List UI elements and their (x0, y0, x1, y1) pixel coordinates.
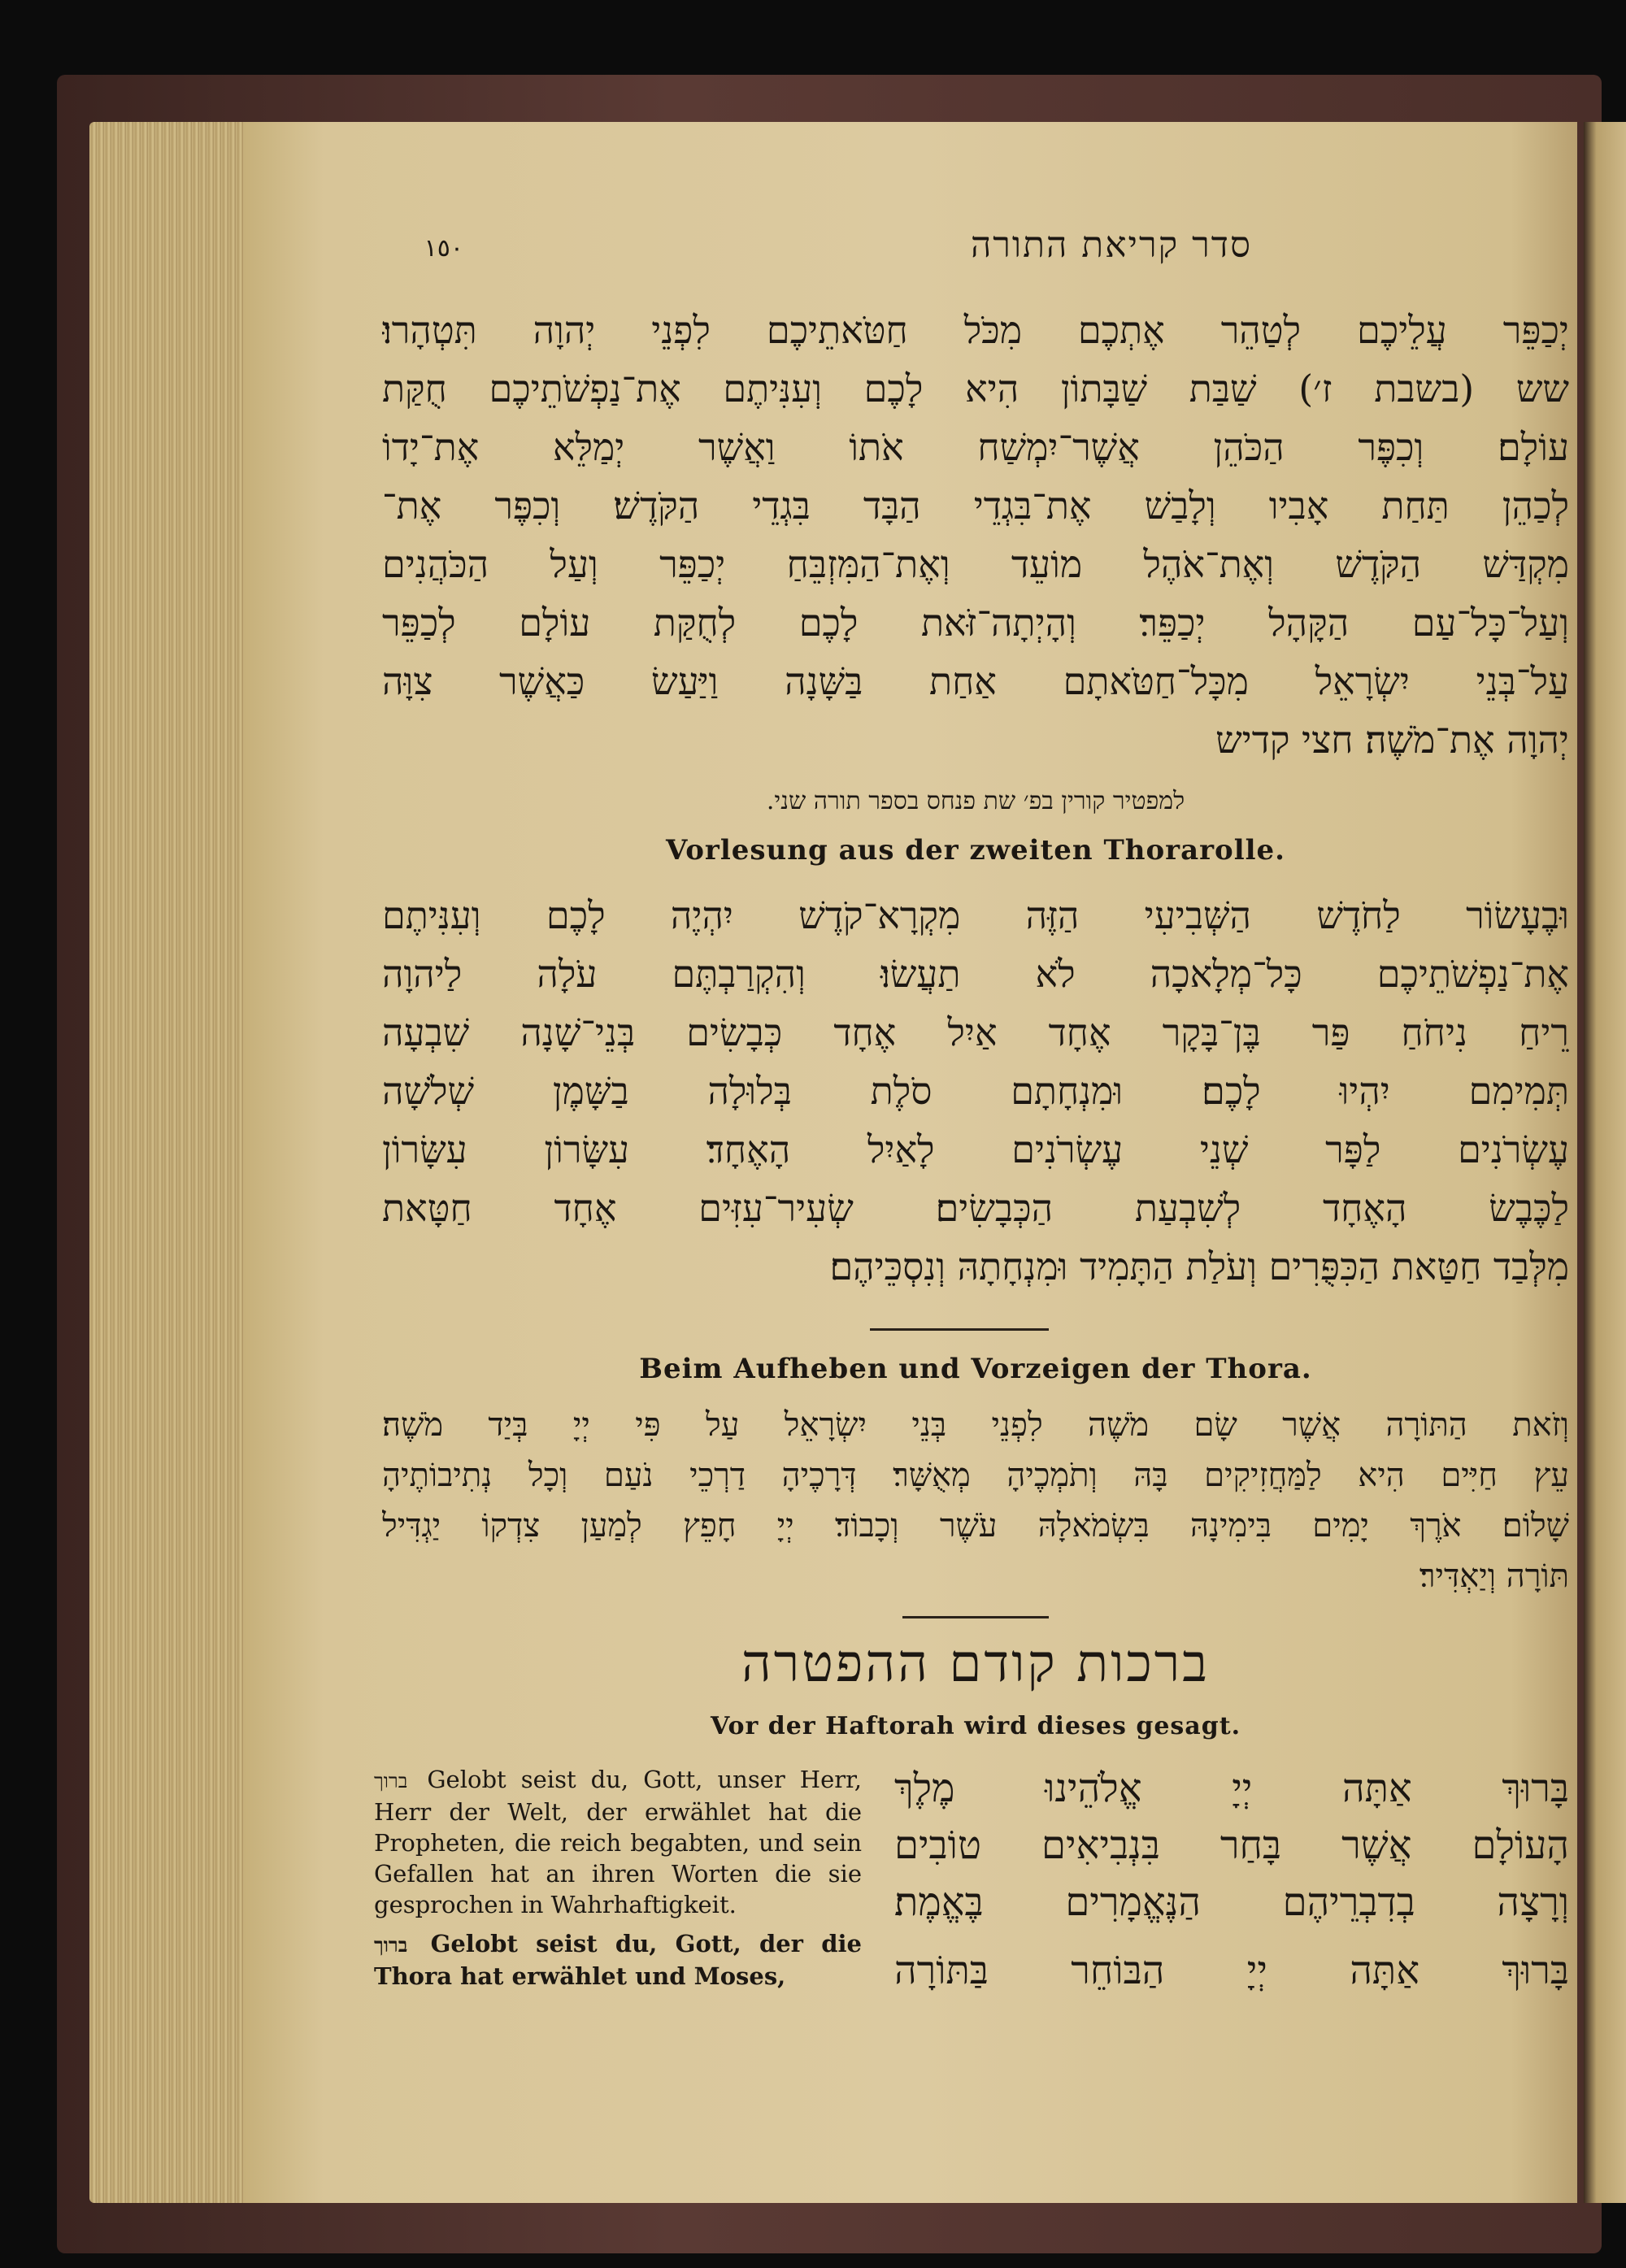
text-line: רֵיחַ נִיחֹחַ פַּר בֶּן־בָּקָר אֶחָד אַיִל אֶחָד כְּבָשִׂים בְּנֵי־שָׁנָה שִׁבְעָה (382, 1010, 1569, 1054)
text-line: וְרָצָה בְדִבְרֵיהֶם הַנֶּאֱמָרִים בֶּאֱמֶת׃ (894, 1879, 1569, 1925)
haftarah-title: ברכות קודם ההפטרה (741, 1634, 1211, 1694)
translation-paragraph (374, 1928, 862, 1992)
text-line: מִלְּבַד חַטַּאת הַכִּפֻּרִים וְעֹלַת הַתָּמִיד וּמִנְחָתָהּ וְנִסְכֵּיהֶם׃ (829, 1245, 1569, 1288)
hagbaha-heading: Beim Aufheben und Vorzeigen der Thora. (639, 1353, 1312, 1385)
running-title: סדר קריאת התורה (970, 224, 1252, 266)
text-line: וְזֹאת הַתּוֹרָה אֲשֶׁר שָׂם מֹשֶׁה לִפְנֵי בְּנֵי יִשְׂרָאֵל עַל פִּי יְיָ בְּיַד מֹשֶׁה׃ (382, 1406, 1569, 1444)
translation-text: Gelobt seist du, Gott, unser Herr, Herr der Welt, der erwählet hat die Propheten, die reich begabten, und sein Gefallen hat an ihren Worten die sie gesprochen in Wahrhaftigkeit. (374, 1766, 863, 1918)
torah-reading-second-scroll (382, 886, 1569, 1296)
hebrew-blessing-column (894, 1760, 1569, 1999)
text-line: הָעוֹלָם אֲשֶׁר בָּחַר בִּנְבִיאִים טוֹבִים (894, 1823, 1569, 1868)
text-line: עֶשְׂרֹנִים לַפָּר שְׁנֵי עֶשְׂרֹנִים לָאַיִל הָאֶחָד׃ עִשָּׂרוֹן עִשָּׂרוֹן (382, 1127, 1569, 1171)
text-line: תְּמִימִם יִהְיוּ לָכֶם׃ וּמִנְחָתָם סֹלֶת בְּלוּלָה בַשָּׁמֶן שְׁלֹשָׁה (382, 1069, 1569, 1113)
marginal-keyword: ברוך (374, 1770, 408, 1792)
text-line: עוֹלָם׃ וְכִפֶּר הַכֹּהֵן אֲשֶׁר־יִמְשַׁח אֹתוֹ וַאֲשֶׁר יְמַלֵּא אֶת־יָדוֹ (382, 425, 1569, 469)
text-line: יְכַפֵּר עֲלֵיכֶם לְטַהֵר אֶתְכֶם מִכֹּל חַטֹּאתֵיכֶם לִפְנֵי יְהוָה תִּטְהָרוּ׃ (382, 308, 1569, 352)
text-line: בָּרוּךְ אַתָּה יְיָ אֱלֹהֵינוּ מֶלֶךְ (894, 1766, 1569, 1811)
text-line: עֵץ חַיִּים הִיא לַמַּחֲזִיקִים בָּהּ וְתֹמְכֶיהָ מְאֻשָּׁר׃ דְּרָכֶיהָ דַרְכֵי נֹעַם וְכָל נְתִיבוֹתֶיהָ (382, 1457, 1569, 1494)
text-line: יְהוָה אֶת־מֹשֶׁה׃ חצי קדיש (1215, 718, 1569, 762)
page-number: ١٥٠ (424, 234, 463, 263)
text-line: עַל־בְּנֵי יִשְׂרָאֵל מִכָּל־חַטֹּאתָם אַחַת בַּשָּׁנָה וַיַּעַשׂ כַּאֲשֶׁר צִוָּה (382, 659, 1569, 703)
maftir-note: למפטיר קורין בפ׳ שת פנחס בספר תורה שני. (766, 787, 1185, 815)
haftarah-subtitle: Vor der Haftorah wird dieses gesagt. (710, 1712, 1241, 1740)
translation-text: Gelobt seist du, Gott, der die Thora hat erwählet und Moses, (374, 1930, 862, 1990)
marginal-keyword: ברוך (374, 1933, 408, 1957)
page-header (382, 224, 1569, 281)
second-scroll-heading: Vorlesung aus der zweiten Thorarolle. (665, 834, 1286, 867)
text-line: וְעַל־כָּל־עַם הַקָּהָל יְכַפֵּר׃ וְהָיְתָה־זֹּאת לָכֶם לְחֻקַּת עוֹלָם לְכַפֵּר (382, 601, 1569, 645)
text-line: תּוֹרָה וְיַאְדִּיר׃ (1419, 1558, 1569, 1595)
text-line: שָׁלוֹם׃ אֹרֶךְ יָמִים בִּימִינָהּ בִּשְׂמֹאלָהּ עֹשֶׁר וְכָבוֹד׃ יְיָ חָפֵץ לְמַעַן צִדְקוֹ יַגְדִּיל (382, 1507, 1569, 1545)
torah-reading-first-scroll (382, 301, 1569, 769)
text-line: לַכֶּבֶשׂ הָאֶחָד לְשִׁבְעַת הַכְּבָשִׂים׃ שְׂעִיר־עִזִּים אֶחָד חַטָּאת (382, 1186, 1569, 1230)
hagbaha-text (382, 1400, 1569, 1601)
translation-paragraph (374, 1764, 862, 1920)
text-line: מִקְדַּשׁ הַקֹּדֶשׁ וְאֶת־אֹהֶל מוֹעֵד וְאֶת־הַמִּזְבֵּחַ יְכַפֵּר וְעַל הַכֹּהֲנִים (382, 542, 1569, 586)
text-line: וּבֶעָשׂוֹר לַחֹדֶשׁ הַשְּׁבִיעִי הַזֶּה מִקְרָא־קֹדֶשׁ יִהְיֶה לָכֶם וְעִנִּיתֶם (382, 893, 1569, 937)
divider (870, 1328, 1049, 1331)
german-translation-column (374, 1764, 862, 2000)
text-line: שש (בשבת ז׳) שַׁבַּת שַׁבָּתוֹן הִיא לָכֶם וְעִנִּיתֶם אֶת־נַפְשֹׁתֵיכֶם חֻקַּת (382, 367, 1569, 411)
facing-page-edge (1584, 122, 1626, 2203)
divider (902, 1616, 1049, 1618)
text-line: אֶת־נַפְשֹׁתֵיכֶם כָּל־מְלָאכָה לֹא תַעֲשׂוּ׃ וְהִקְרַבְתֶּם עֹלָה לַיהוָה (382, 952, 1569, 996)
text-line: לְכַהֵן תַּחַת אָבִיו וְלָבַשׁ אֶת־בִּגְדֵי הַבָּד בִּגְדֵי הַקֹּדֶשׁ׃ וְכִפֶּר אֶת־ (382, 484, 1569, 528)
text-line: בָּרוּךְ אַתָּה יְיָ הַבּוֹחֵר בַּתּוֹרָה (894, 1948, 1569, 1993)
